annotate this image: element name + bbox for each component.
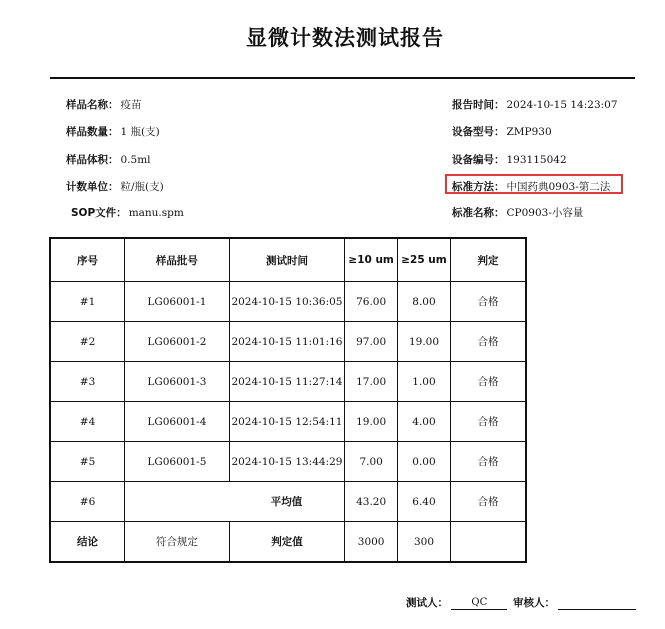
- table-cell: LG06001-4: [125, 402, 230, 442]
- info-label: 样品名称：: [66, 99, 119, 111]
- info-sample-quantity: [66, 124, 160, 139]
- table-row: [50, 402, 526, 442]
- table-header-row: [50, 238, 526, 282]
- average-row: [50, 482, 526, 522]
- header-cell: 序号: [50, 238, 125, 282]
- reviewer-value: [558, 596, 636, 610]
- results-table: [49, 237, 527, 563]
- table-cell: 合格: [450, 362, 526, 402]
- conclusion-label: 结论: [50, 522, 125, 563]
- info-device-number: [452, 152, 567, 167]
- header-cell: 测试时间: [229, 238, 345, 282]
- header-cell: ≥10 um: [345, 238, 398, 282]
- info-sample-name: [66, 97, 142, 112]
- info-value: 1 瓶(支): [120, 126, 160, 138]
- table-cell: 2024-10-15 12:54:11: [229, 402, 345, 442]
- info-device-model: [452, 124, 552, 139]
- table-cell: #3: [50, 362, 125, 402]
- table-cell: #1: [50, 282, 125, 322]
- header-cell: ≥25 um: [398, 238, 451, 282]
- info-value: 粒/瓶(支): [120, 181, 164, 193]
- judge-value-label: 判定值: [229, 522, 345, 563]
- info-value: 中国药典0903-第二法: [506, 181, 611, 193]
- reviewer-signature: [513, 595, 636, 610]
- table-cell: 6.40: [398, 482, 451, 522]
- table-cell: 合格: [450, 402, 526, 442]
- info-standard-method: [452, 179, 610, 194]
- info-value: CP0903-小容量: [506, 207, 584, 219]
- table-cell: 合格: [450, 322, 526, 362]
- table-cell: 合格: [450, 442, 526, 482]
- table-cell: 43.20: [345, 482, 398, 522]
- table-cell: 76.00: [345, 282, 398, 322]
- table-cell: 97.00: [345, 322, 398, 362]
- info-value: 2024-10-15 14:23:07: [506, 99, 618, 111]
- info-sample-volume: [66, 152, 151, 167]
- info-value: ZMP930: [506, 126, 552, 138]
- table-cell: 2024-10-15 13:44:29: [229, 442, 345, 482]
- info-label: 设备型号：: [452, 126, 505, 138]
- tester-value: QC: [451, 596, 507, 610]
- table-cell: LG06001-3: [125, 362, 230, 402]
- table-row: [50, 442, 526, 482]
- table-cell: [450, 522, 526, 563]
- info-value: 193115042: [506, 154, 567, 166]
- table-cell: #2: [50, 322, 125, 362]
- table-cell: #5: [50, 442, 125, 482]
- table-row: [50, 322, 526, 362]
- table-cell: 17.00: [345, 362, 398, 402]
- table-row: [50, 282, 526, 322]
- average-label: 平均值: [125, 482, 345, 522]
- table-cell: 2024-10-15 10:36:05: [229, 282, 345, 322]
- tester-signature: [406, 595, 507, 610]
- info-value: 疫苗: [120, 99, 142, 111]
- conclusion-value: 符合规定: [125, 522, 230, 563]
- table-cell: LG06001-1: [125, 282, 230, 322]
- table-cell: 2024-10-15 11:01:16: [229, 322, 345, 362]
- reviewer-label: 审核人：: [513, 597, 555, 609]
- table-cell: 7.00: [345, 442, 398, 482]
- table-cell: #6: [50, 482, 125, 522]
- info-value: 0.5ml: [120, 154, 151, 166]
- table-row: [50, 362, 526, 402]
- info-label: 报告时间：: [452, 99, 505, 111]
- table-cell: 300: [398, 522, 451, 563]
- report-title: 显微计数法测试报告: [246, 26, 444, 50]
- table-cell: 1.00: [398, 362, 451, 402]
- info-label: 设备编号：: [452, 154, 505, 166]
- tester-label: 测试人：: [406, 597, 448, 609]
- title-divider: [50, 77, 635, 79]
- info-label: 计数单位：: [66, 181, 119, 193]
- table-cell: 合格: [450, 282, 526, 322]
- info-label: SOP文件：: [71, 207, 127, 219]
- table-cell: #4: [50, 402, 125, 442]
- info-standard-name: [452, 205, 583, 220]
- info-label: 标准方法：: [452, 181, 505, 193]
- info-label: 标准名称：: [452, 207, 505, 219]
- info-count-unit: [66, 179, 164, 194]
- header-cell: 样品批号: [125, 238, 230, 282]
- info-label: 样品体积：: [66, 154, 119, 166]
- table-cell: LG06001-2: [125, 322, 230, 362]
- table-cell: 19.00: [398, 322, 451, 362]
- info-sop-file: [71, 205, 184, 220]
- table-cell: 19.00: [345, 402, 398, 442]
- conclusion-row: [50, 522, 526, 563]
- table-cell: 合格: [450, 482, 526, 522]
- table-cell: 2024-10-15 11:27:14: [229, 362, 345, 402]
- table-cell: 8.00: [398, 282, 451, 322]
- info-label: 样品数量：: [66, 126, 119, 138]
- table-cell: 0.00: [398, 442, 451, 482]
- table-cell: 3000: [345, 522, 398, 563]
- table-cell: 4.00: [398, 402, 451, 442]
- info-value: manu.spm: [128, 207, 184, 219]
- header-cell: 判定: [450, 238, 526, 282]
- info-report-time: [452, 97, 618, 112]
- table-cell: LG06001-5: [125, 442, 230, 482]
